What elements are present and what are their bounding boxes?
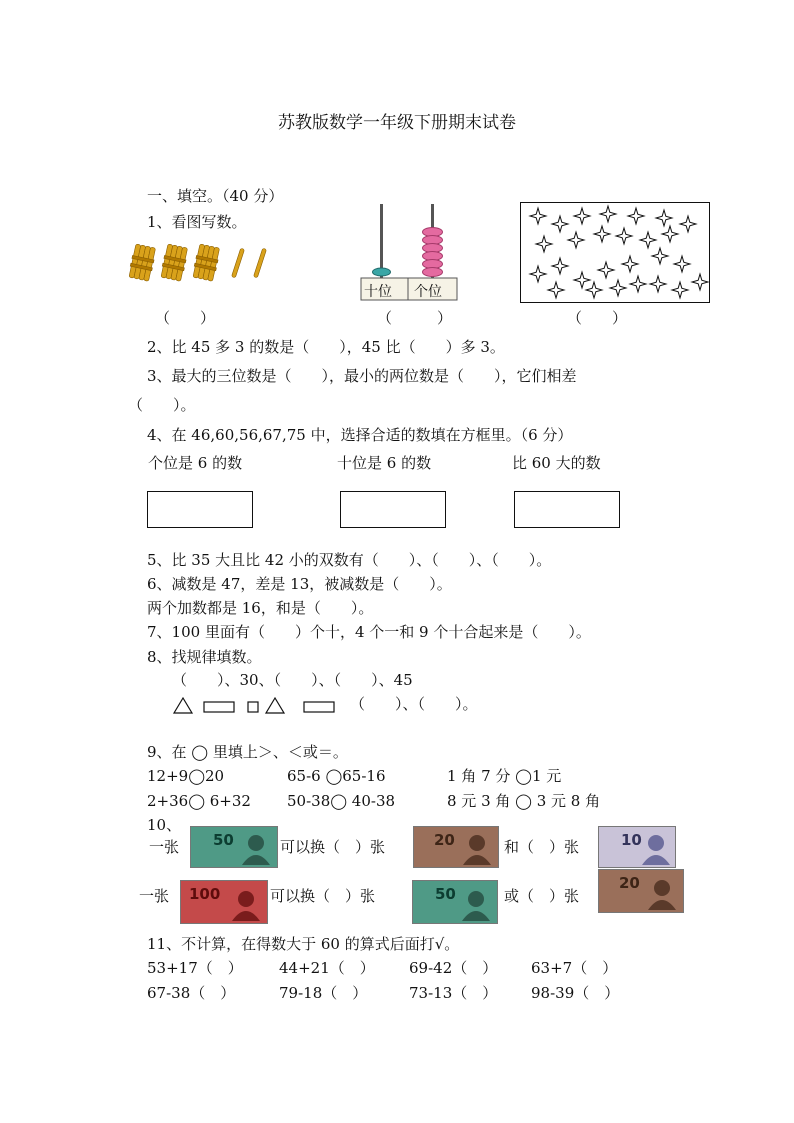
page-title: 苏教版数学一年级下册期末试卷 <box>278 113 516 133</box>
banknote-10-image: 10 <box>598 826 676 868</box>
question-5: 5、比 35 大且比 42 小的双数有（ ）、（ ）、（ ）。 <box>147 551 552 569</box>
q11-item: 69-42（ ） <box>409 959 498 977</box>
q10-row2-label-c: 或（ ）张 <box>504 887 580 905</box>
q10-row1-label-c: 和（ ）张 <box>504 838 580 856</box>
q11-item: 67-38（ ） <box>147 984 236 1002</box>
shape-pattern <box>172 696 342 716</box>
answer-blank-stars[interactable]: （ ） <box>567 309 628 327</box>
bundle-of-ten <box>160 244 189 282</box>
banknote-100-image: 100 <box>180 880 268 924</box>
question-4: 4、在 46,60,56,67,75 中，选择合适的数填在方框里。（6 分） <box>147 426 573 444</box>
q11-item: 44+21（ ） <box>279 959 375 977</box>
q10-row2-label-a: 一张 <box>139 887 170 905</box>
banknote-20-image: 20 <box>598 869 684 913</box>
question-1: 1、看图写数。 <box>147 213 247 231</box>
q9-item: 8 元 3 角 ◯ 3 元 8 角 <box>447 792 601 810</box>
q9-item: 12+9◯20 <box>147 767 225 785</box>
q4-label-greater-sixty: 比 60 大的数 <box>512 454 601 472</box>
banknote-50-image: 50 <box>412 880 498 924</box>
q4-answer-box-3[interactable] <box>514 491 620 528</box>
triangle-icon <box>174 698 192 713</box>
q11-item: 63+7（ ） <box>531 959 618 977</box>
q9-item: 2+36◯ 6+32 <box>147 792 251 810</box>
banknote-50-image: 50 <box>190 826 278 868</box>
triangle-icon <box>266 698 284 713</box>
rectangle-icon <box>304 702 334 712</box>
question-2: 2、比 45 多 3 的数是（ ），45 比（ ）多 3。 <box>147 338 505 356</box>
section-heading: 一、填空。（40 分） <box>147 187 284 205</box>
q11-item: 53+17（ ） <box>147 959 243 977</box>
question-10: 10、 <box>147 816 182 834</box>
bead-tens <box>373 268 391 276</box>
single-stick <box>231 248 266 278</box>
bundle-of-ten <box>192 244 221 282</box>
square-icon <box>248 702 258 712</box>
rectangle-icon <box>204 702 234 712</box>
q11-item: 79-18（ ） <box>279 984 368 1002</box>
q4-label-ones-six: 个位是 6 的数 <box>148 454 243 472</box>
q4-label-tens-six: 十位是 6 的数 <box>337 454 432 472</box>
question-6-cont: 两个加数都是 16，和是（ ）。 <box>147 599 374 617</box>
bundle-of-ten <box>128 244 157 282</box>
q9-item: 1 角 7 分 ◯1 元 <box>447 767 562 785</box>
banknote-20-image: 20 <box>413 826 499 868</box>
abacus-label-tens: 十位 <box>364 284 392 300</box>
q9-item: 65-6 ◯65-16 <box>287 767 386 785</box>
question-8: 8、找规律填数。 <box>147 648 262 666</box>
q11-item: 73-13（ ） <box>409 984 498 1002</box>
answer-blank-abacus[interactable]: （ ） <box>377 309 453 327</box>
question-6: 6、减数是 47，差是 13，被减数是（ ）。 <box>147 575 452 593</box>
stick-bundles-image <box>128 244 278 284</box>
question-3-cont: （ ）。 <box>128 396 196 414</box>
question-3: 3、最大的三位数是（ ），最小的两位数是（ ），它们相差 <box>147 367 577 385</box>
q11-item: 98-39（ ） <box>531 984 620 1002</box>
q9-item: 50-38◯ 40-38 <box>287 792 396 810</box>
q10-row1-label-b: 可以换（ ）张 <box>280 838 386 856</box>
q10-row1-label-a: 一张 <box>149 838 180 856</box>
answer-blank-sticks[interactable]: （ ） <box>155 309 216 327</box>
q4-answer-box-1[interactable] <box>147 491 253 528</box>
q4-answer-box-2[interactable] <box>340 491 446 528</box>
question-7: 7、100 里面有（ ）个十，4 个一和 9 个十合起来是（ ）。 <box>147 623 591 641</box>
stars-image <box>520 202 711 304</box>
q8-number-sequence: （ ）、30、（ ）、（ ）、45 <box>172 671 413 689</box>
question-11: 11、不计算，在得数大于 60 的算式后面打√。 <box>147 935 460 953</box>
q8-shape-blanks: （ ）、（ ）。 <box>350 695 478 713</box>
question-9: 9、在 ◯ 里填上＞、＜或＝。 <box>147 743 348 761</box>
abacus-label-ones: 个位 <box>414 284 442 300</box>
q10-row2-label-b: 可以换（ ）张 <box>270 887 376 905</box>
bead-ones <box>423 268 443 277</box>
